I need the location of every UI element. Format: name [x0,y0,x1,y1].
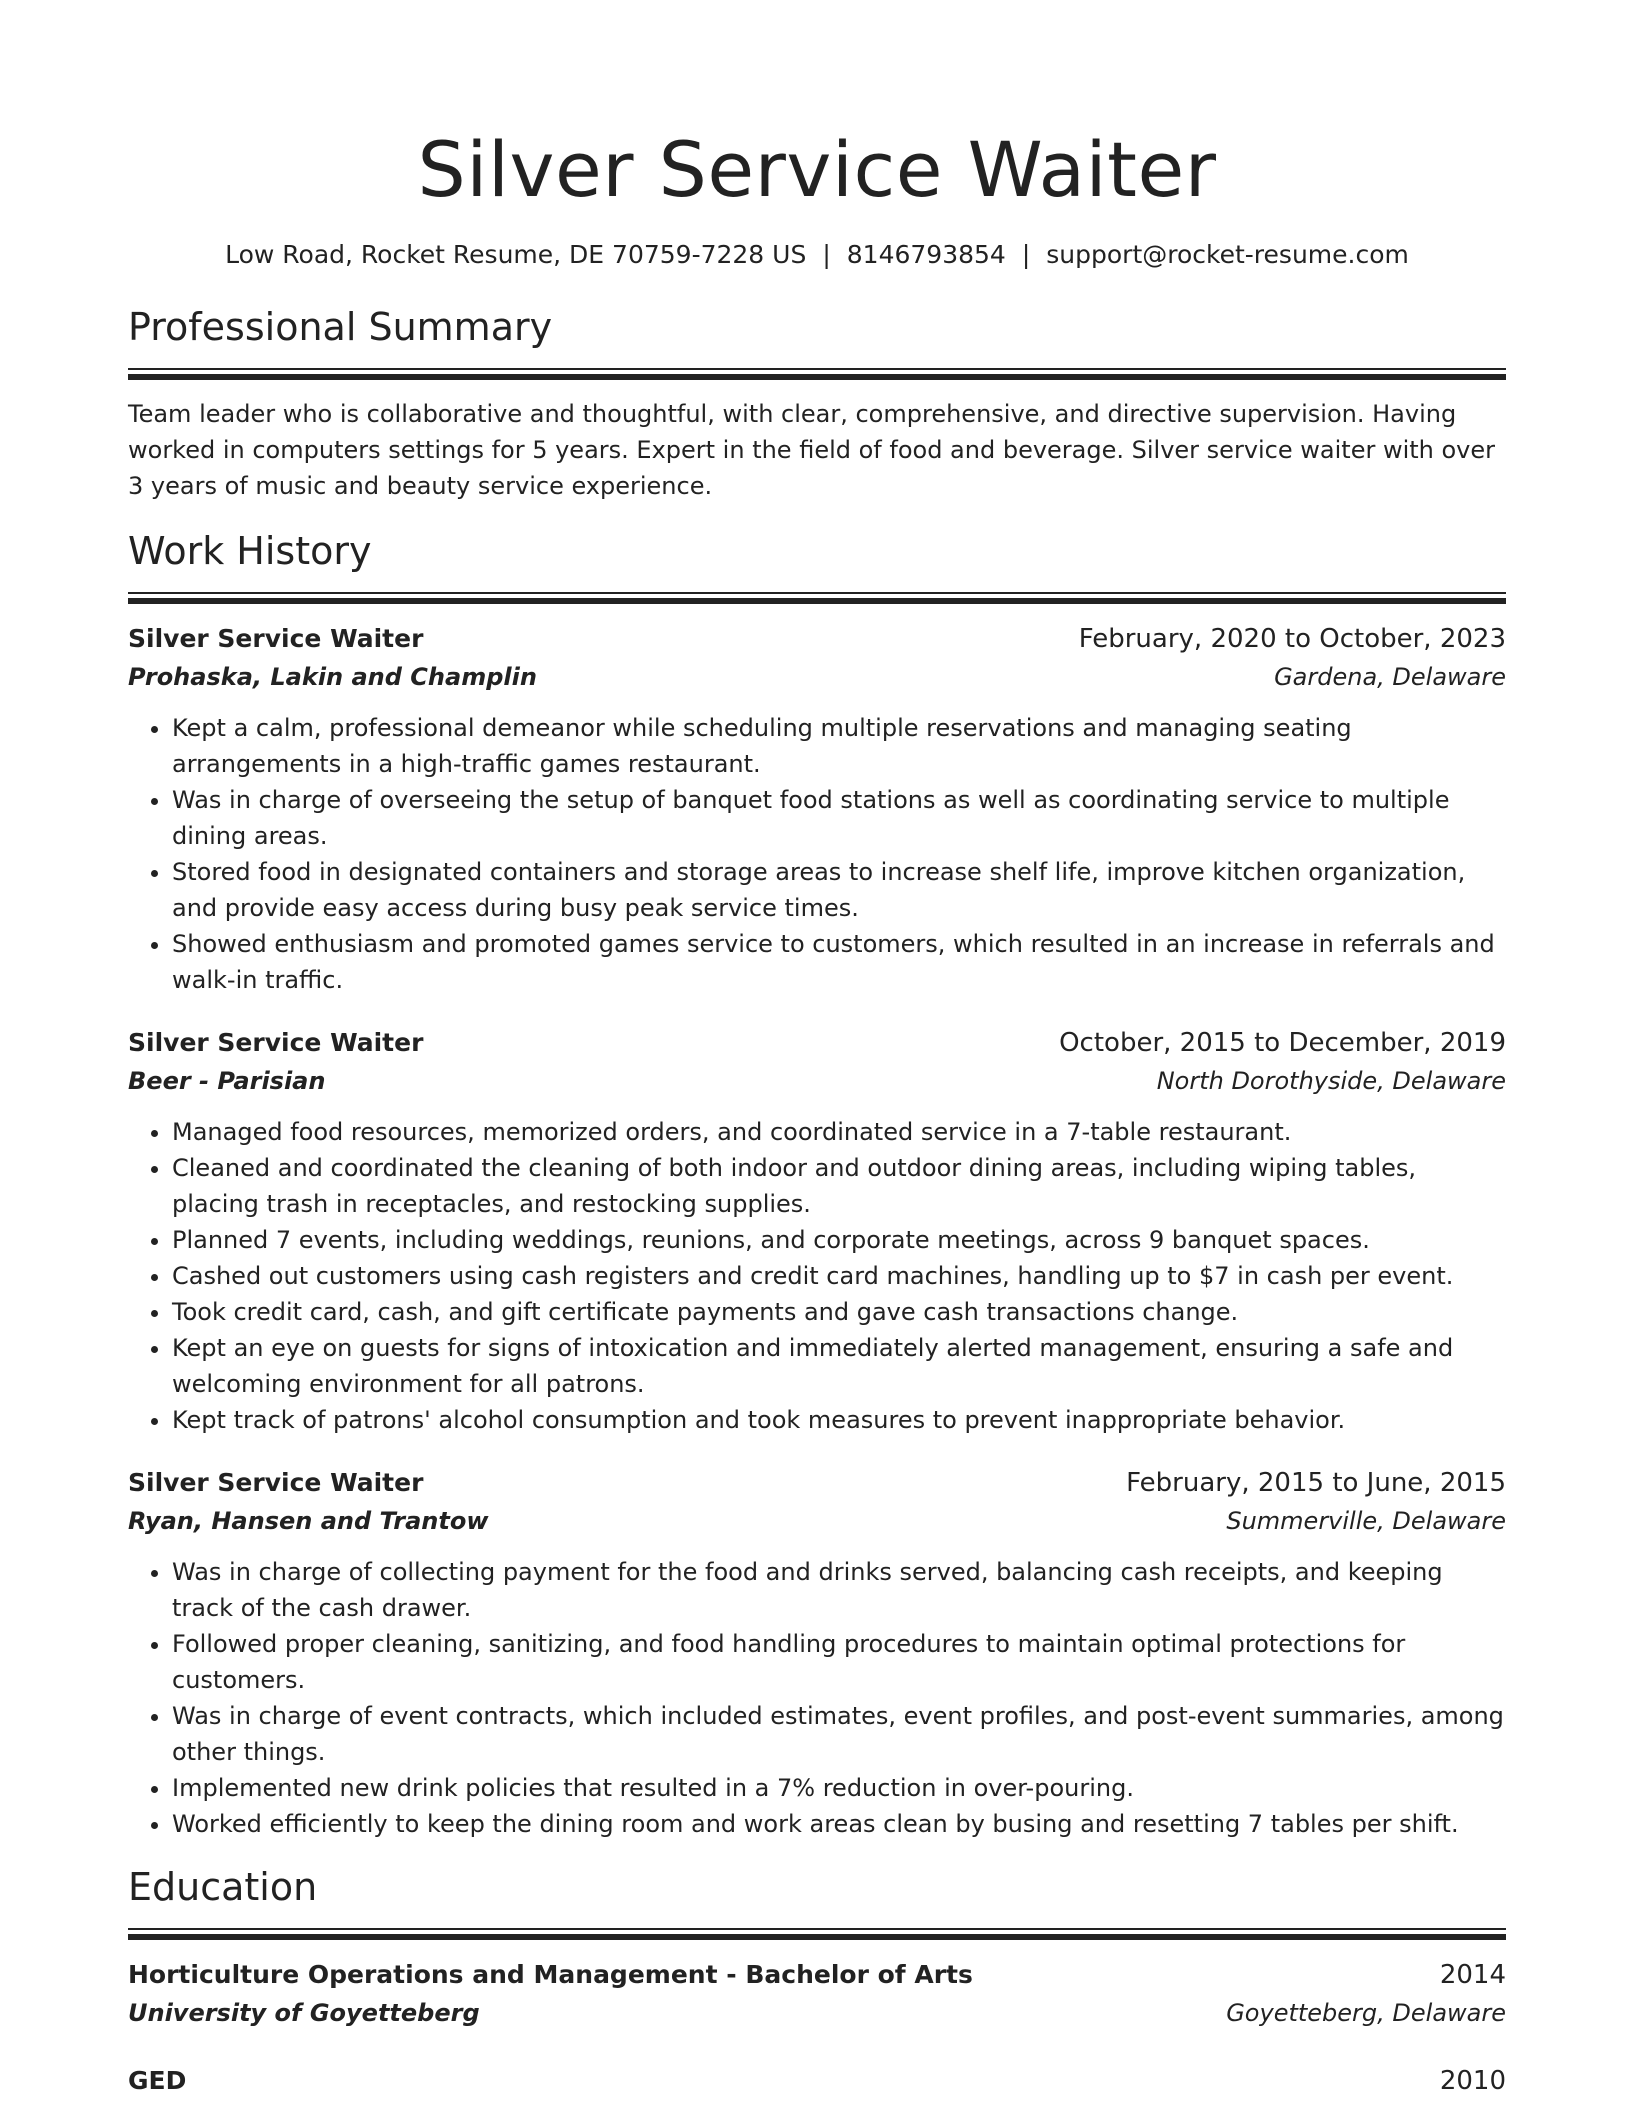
job-bullets [128,710,1506,998]
job-bullet: • Showed enthusiasm and promoted games service to customers, which resulted in an increase in referrals and walk-in traffic. [172,926,1506,998]
section-title-work: Work History [128,529,372,573]
job-company: Prohaska, Lakin and Champlin [128,663,537,691]
job-location: North Dorothyside, Delaware [1156,1067,1506,1095]
education-school: University of Goyetteberg [128,1999,480,2027]
section-title-summary: Professional Summary [128,305,553,349]
job-company: Beer - Parisian [128,1067,326,1095]
summary-text: Team leader who is collaborative and thoughtful, with clear, comprehensive, and directive supervision. Having worked in computers settings for 5 years. Expert in the field of food and beverage. Silver service waiter with over 3 years of music and beauty service experience. [128,400,1496,500]
section-divider [128,592,1506,604]
education-year: 2010 [1439,2066,1506,2096]
contact-separator: | [822,240,831,269]
job-entry [128,1024,1506,1438]
education-entry [128,1956,1506,2032]
education-degree: Horticulture Operations and Management - Bachelor of Arts [128,1960,973,1989]
job-bullet: • Kept an eye on guests for signs of intoxication and immediately alerted management, ensuring a safe and welcoming environment for all patrons. [172,1330,1506,1402]
job-company-row [128,658,1506,696]
job-bullet: • Cleaned and coordinated the cleaning of both indoor and outdoor dining areas, including wiping tables, placing trash in receptacles, and restocking supplies. [172,1150,1506,1222]
job-location: Summerville, Delaware [1226,1507,1506,1535]
education-entry [128,2062,1506,2100]
job-title: Silver Service Waiter [128,624,424,653]
job-bullets [128,1554,1506,1842]
job-bullets [128,1114,1506,1438]
contact-email[interactable]: support@rocket-resume.com [1046,240,1409,269]
job-bullet: • Was in charge of collecting payment for the food and drinks served, balancing cash receipts, and keeping track of the cash drawer. [172,1554,1506,1626]
job-header-row [128,1464,1506,1502]
job-title: Silver Service Waiter [128,1028,424,1057]
education-degree: GED [128,2066,187,2095]
job-bullet: • Planned 7 events, including weddings, reunions, and corporate meetings, across 9 banquet spaces. [172,1222,1506,1258]
job-header-row [128,1024,1506,1062]
job-title: Silver Service Waiter [128,1468,424,1497]
job-bullet: • Kept a calm, professional demeanor while scheduling multiple reservations and managing seating arrangements in a high-traffic games restaurant. [172,710,1506,782]
contact-separator: | [1021,240,1031,269]
section-divider [128,368,1506,380]
job-header-row [128,620,1506,658]
contact-phone: 8146793854 [846,240,1006,269]
resume-page [128,0,1506,2122]
job-company-row [128,1502,1506,1540]
job-bullet: • Was in charge of overseeing the setup of banquet food stations as well as coordinating service to multiple dining areas. [172,782,1506,854]
job-bullet: • Kept track of patrons' alcohol consumption and took measures to prevent inappropriate behavior. [172,1402,1506,1438]
section-divider [128,1928,1506,1940]
work-history-section [128,526,1506,1842]
job-entry [128,620,1506,998]
job-dates: February, 2020 to October, 2023 [1078,624,1506,654]
education-school-row [128,1994,1506,2032]
job-bullet: • Worked efficiently to keep the dining room and work areas clean by busing and resetting 7 tables per shift. [172,1806,1506,1842]
job-location: Gardena, Delaware [1274,663,1506,691]
education-year: 2014 [1439,1960,1506,1990]
job-bullet: • Was in charge of event contracts, which included estimates, event profiles, and post-event summaries, among other things. [172,1698,1506,1770]
contact-line [128,238,1506,272]
contact-address: Low Road, Rocket Resume, DE 70759-7228 US [225,240,807,269]
job-entry [128,1464,1506,1842]
job-bullet: • Cashed out customers using cash registers and credit card machines, handling up to $7 in cash per event. [172,1258,1506,1294]
education-header-row [128,2062,1506,2100]
job-bullet: • Took credit card, cash, and gift certificate payments and gave cash transactions change. [172,1294,1506,1330]
job-bullet: • Implemented new drink policies that resulted in a 7% reduction in over-pouring. [172,1770,1506,1806]
job-bullet: • Stored food in designated containers and storage areas to increase shelf life, improve kitchen organization, and provide easy access during busy peak service times. [172,854,1506,926]
job-bullet: • Followed proper cleaning, sanitizing, and food handling procedures to maintain optimal protections for customers. [172,1626,1506,1698]
education-location: Goyetteberg, Delaware [1226,1999,1506,2027]
resume-name: Silver Service Waiter [417,125,1217,214]
education-section [128,1862,1506,2100]
job-company-row [128,1062,1506,1100]
job-bullet: • Managed food resources, memorized orders, and coordinated service in a 7-table restaurant. [172,1114,1506,1150]
education-header-row [128,1956,1506,1994]
summary-section [128,302,1506,504]
job-company: Ryan, Hansen and Trantow [128,1507,489,1535]
section-title-education: Education [128,1865,318,1909]
job-dates: February, 2015 to June, 2015 [1126,1468,1506,1498]
job-dates: October, 2015 to December, 2019 [1059,1028,1506,1058]
